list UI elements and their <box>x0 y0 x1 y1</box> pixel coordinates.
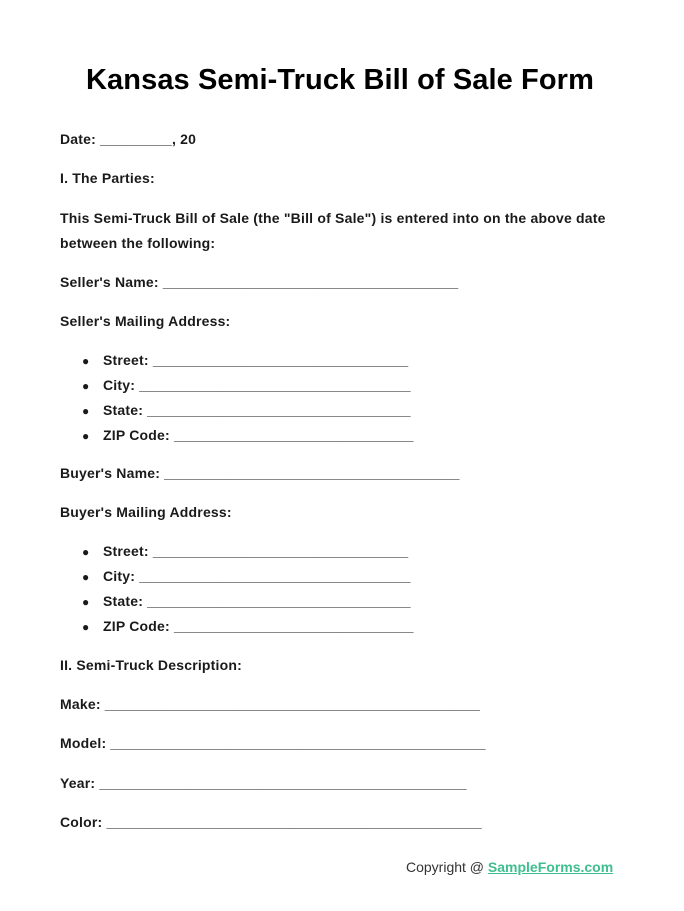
section-parties-heading: I. The Parties: <box>60 170 155 186</box>
seller-state-line: State: _________________________________ <box>103 402 411 418</box>
copyright-footer <box>406 859 613 875</box>
buyer-zip-item <box>82 618 414 634</box>
seller-city-line: City: __________________________________ <box>103 377 411 393</box>
bullet-icon: ● <box>82 379 90 393</box>
buyer-name-line: Buyer's Name: _____________________________________ <box>60 465 460 481</box>
bullet-icon: ● <box>82 620 90 634</box>
buyer-street-line: Street: ________________________________ <box>103 543 409 559</box>
document-title: Kansas Semi-Truck Bill of Sale Form <box>86 64 594 96</box>
bullet-icon: ● <box>82 404 90 418</box>
section-description-heading: II. Semi-Truck Description: <box>60 657 242 673</box>
seller-street-item <box>82 352 408 368</box>
make-line: Make: _______________________________________________ <box>60 696 481 712</box>
buyer-street-item <box>82 543 408 559</box>
color-line: Color: _______________________________________________ <box>60 814 482 830</box>
model-line: Model: _______________________________________________ <box>60 735 486 751</box>
seller-state-item <box>82 402 411 418</box>
intro-paragraph: This Semi-Truck Bill of Sale (the "Bill of Sale") is entered into on the above date between the following: <box>60 210 606 251</box>
buyer-state-item <box>82 593 411 609</box>
bullet-icon: ● <box>82 354 90 368</box>
seller-street-line: Street: ________________________________ <box>103 352 409 368</box>
bullet-icon: ● <box>82 429 90 443</box>
buyer-city-item <box>82 568 411 584</box>
year-line: Year: ______________________________________________ <box>60 775 467 791</box>
seller-zip-item <box>82 427 414 443</box>
bullet-icon: ● <box>82 545 90 559</box>
bullet-icon: ● <box>82 595 90 609</box>
seller-address-heading: Seller's Mailing Address: <box>60 313 231 329</box>
buyer-city-line: City: __________________________________ <box>103 568 411 584</box>
buyer-address-heading: Buyer's Mailing Address: <box>60 504 232 520</box>
buyer-zip-line: ZIP Code: ______________________________ <box>103 618 414 634</box>
seller-name-line: Seller's Name: _____________________________________ <box>60 274 459 290</box>
bullet-icon: ● <box>82 570 90 584</box>
date-line: Date: _________, 20 <box>60 131 197 147</box>
copyright-prefix: Copyright @ <box>406 859 488 875</box>
brand-link[interactable]: SampleForms.com <box>487 859 614 875</box>
seller-city-item <box>82 377 411 393</box>
seller-zip-line: ZIP Code: ______________________________ <box>103 427 414 443</box>
buyer-state-line: State: _________________________________ <box>103 593 411 609</box>
